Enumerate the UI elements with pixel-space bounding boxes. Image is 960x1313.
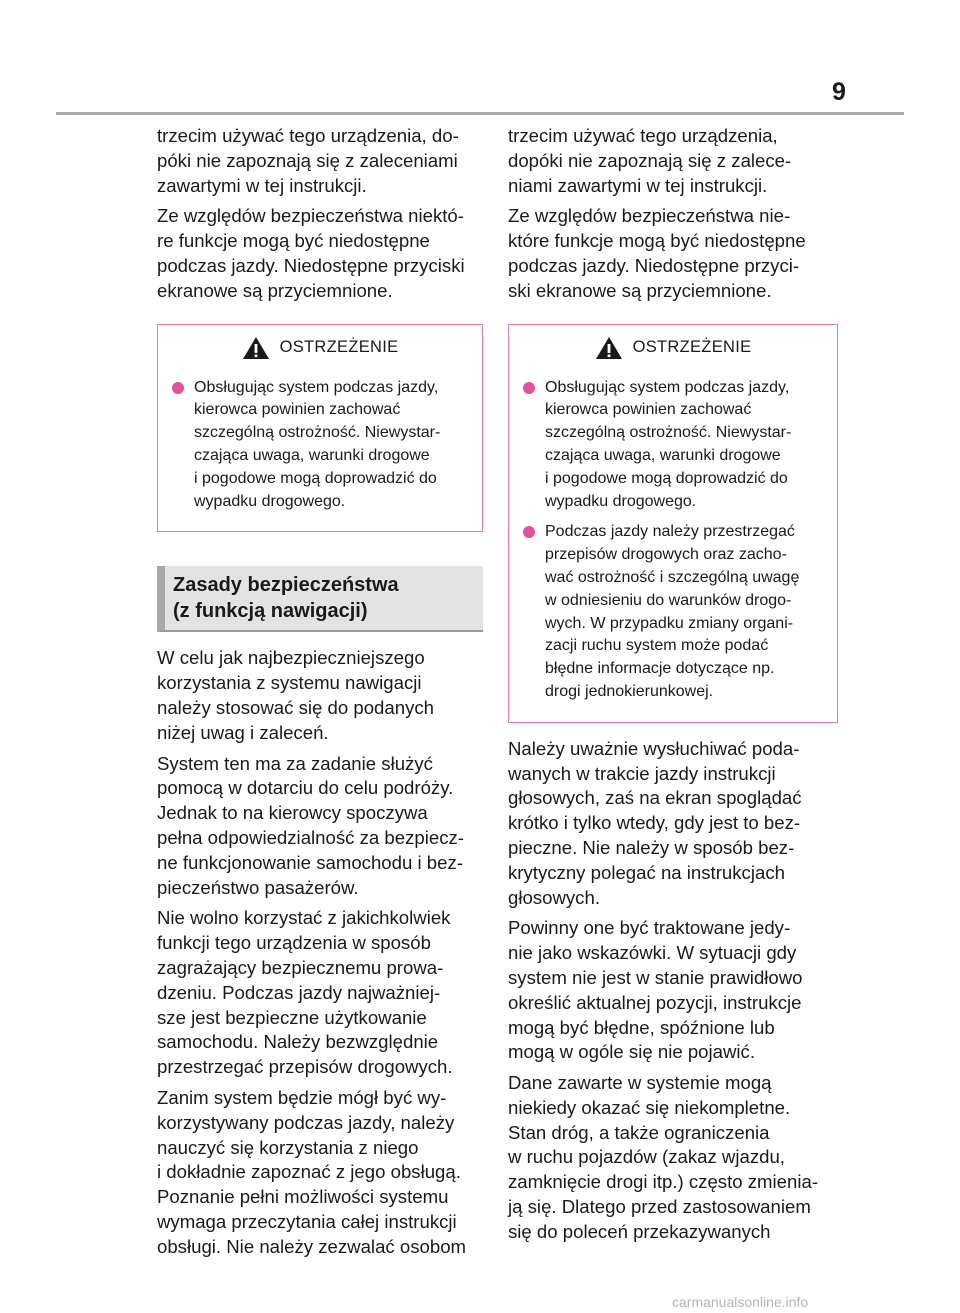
header-rule <box>56 112 904 115</box>
left-column <box>157 124 483 1265</box>
section-heading-text: Zasady bezpieczeństwa (z funkcją nawigacji) <box>173 574 399 623</box>
paragraph: Ze względów bezpieczeństwa niektó- re funkcje mogą być niedostępne podczas jazdy. Niedostępne przyciski ekranowe są przyciemnione. <box>157 205 465 301</box>
right-column <box>508 124 838 1251</box>
warning-header <box>521 325 825 371</box>
warning-title: OSTRZEŻENIE <box>279 338 399 357</box>
paragraph: Zanim system będzie mógł być wy- korzystywany podczas jazdy, należy nauczyć się korzystania z niego i dokładnie zapoznać z jego obsługą. Poznanie pełni możliwości systemu wymaga przeczytania całej instrukcji obsługi. Nie należy zezwalać osobom <box>157 1086 467 1257</box>
paragraph: Należy uważnie wysłuchiwać poda- wanych w trakcie jazdy instrukcji głosowych, zaś na ekran spoglądać krótko i tylko wtedy, gdy jest to bez- pieczne. Nie należy w sposób bez- krytyczny polegać na instrukcjach głosowych. <box>508 737 802 908</box>
paragraph: Powinny one być traktowane jedy- nie jako wskazówki. W sytuacji gdy system nie jest w stanie prawidłowo określić aktualnej pozycji, instrukcje mogą być błędne, spóźnione lub mogą w ogóle się nie pojawić. <box>508 917 803 1063</box>
paragraph: trzecim używać tego urządzenia, dopóki nie zapoznają się z zalece- niami zawartymi w tej instrukcji. <box>508 125 792 196</box>
warning-box <box>508 324 838 723</box>
section-heading <box>157 566 483 632</box>
warning-triangle-icon <box>242 336 270 360</box>
paragraph: Nie wolno korzystać z jakichkolwiek funkcji tego urządzenia w sposób zagrażający bezpiecznemu prowa- dzeniu. Podczas jazdy najważniej- sze jest bezpieczne użytkowanie samochodu. Należy bezwzględnie przestrzegać przepisów drogowych. <box>157 907 453 1078</box>
warning-item <box>521 521 825 703</box>
warning-item <box>521 377 825 514</box>
warning-item <box>170 377 470 514</box>
bullet-dot-icon <box>523 526 535 538</box>
warning-text: Obsługując system podczas jazdy, kierowca powinien zachować szczególną ostrożność. Niewystar- czająca uwaga, warunki drogowe i pogodowe mogą doprowadzić do wypadku drogowego. <box>194 378 441 510</box>
paragraph: W celu jak najbezpieczniejszego korzystania z systemu nawigacji należy stosować się do podanych niżej uwag i zaleceń. <box>157 647 435 743</box>
paragraph: System ten ma za zadanie służyć pomocą w dotarciu do celu podróży. Jednak to na kierowcy spoczywa pełna odpowiedzialność za bezpiecz- ne funkcjonowanie samochodu i bez- pieczeństwo pasażerów. <box>157 752 464 898</box>
paragraph: Dane zawarte w systemie mogą niekiedy okazać się niekompletne. Stan dróg, a także ograniczenia w ruchu pojazdów (zakaz wjazdu, zamknięcie drogi itp.) często zmienia- ją się. Dlatego przed zastosowaniem się do poleceń przekazywanych <box>508 1072 819 1242</box>
bullet-dot-icon <box>172 382 184 394</box>
warning-box <box>157 324 483 533</box>
bullet-dot-icon <box>523 382 535 394</box>
warning-header <box>170 325 470 371</box>
paragraph: Ze względów bezpieczeństwa nie- które funkcje mogą być niedostępne podczas jazdy. Niedostępne przyci- ski ekranowe są przyciemnione. <box>508 205 806 301</box>
warning-title: OSTRZEŻENIE <box>632 338 752 357</box>
page-number: 9 <box>832 78 846 106</box>
watermark: carmanualsonline.info <box>672 1294 809 1310</box>
paragraph: trzecim używać tego urządzenia, do- póki nie zapoznają się z zaleceniami zawartymi w tej instrukcji. <box>157 125 459 196</box>
warning-text: Obsługując system podczas jazdy, kierowca powinien zachować szczególną ostrożność. Niewystar- czająca uwaga, warunki drogowe i pogodowe mogą doprowadzić do wypadku drogowego. <box>545 378 792 510</box>
warning-text: Podczas jazdy należy przestrzegać przepisów drogowych oraz zacho- wać ostrożność i szczególną uwagę w odniesieniu do warunków drogo- wych. W przypadku zmiany organi- zacji ruchu system może podać błędne informacje dotyczące np. drogi jednokierunkowej. <box>545 523 800 700</box>
warning-triangle-icon <box>595 336 623 360</box>
